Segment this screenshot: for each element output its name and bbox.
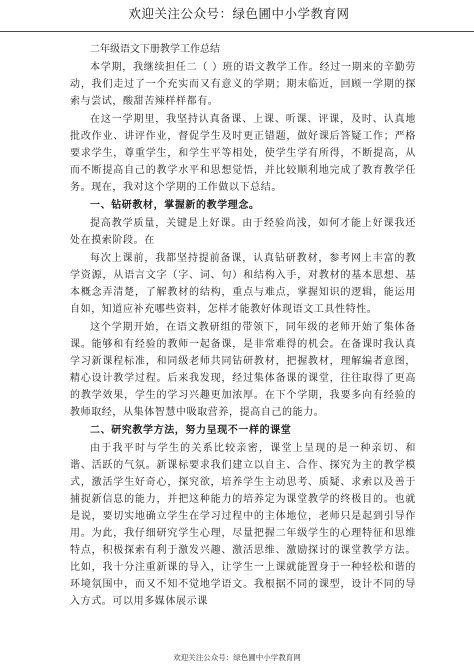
page-header: 欢迎关注公众号：绿色圃中小学教育网 bbox=[128, 6, 350, 21]
section-heading-2: 二、研究教学方法，努力呈现不一样的课堂 bbox=[90, 425, 292, 436]
paragraph-teaching-methods: 由于我平时与学生的关系比较亲密，课堂上呈现的是一种亲切、和谐、活跃的气氛。新课标要求我们建立以自主、合作、探究为主的教学模式，激活学生好奇心，探究欲，培养学生主动思考、质疑、求索以及善于捕捉新信息的能力，并把这种能力的培养定为课堂教学的终极目的。也就是说，要切实地确立学生在学习过程中的主体地位，老师只是起到引导作用。为此，我仔细研究学生心理，尽量把握二年级学生的心理特征和思维特点，积极探索有利于激发兴趣、激活思维、激励探讨的课堂教学方法。比如，我十分注重新课的导入，让学生一上课就能置身于一种轻松和谐的环境氛围中，而又不知不觉地学语文。我根据不同的课型，设计不同的导入方式。可以用多媒体展示课 bbox=[70, 443, 416, 607]
header-divider bbox=[0, 31, 474, 32]
page-footer: 欢迎关注公众号：绿色圃中小学教育网 bbox=[173, 653, 301, 662]
document-body bbox=[70, 41, 416, 610]
paragraph-group-planning: 这个学期开始，在语文教研组的带领下，同年级的老师开始了集体备课。能够和有经验的教师一起备课，是非常难得的机会。在备课时我认真学习新课程标准，和同级老师共同钻研教材，把握教材，理解编者意图，精心设计教学过程。后来我发现，经过集体备课的课堂，往往取得了更高的教学效果，学生的学习兴趣更加浓厚。在下个学期，我要多向有经验的教师取经，从集体智慧中吸取营养，提高自己的能力。 bbox=[70, 322, 416, 418]
paragraph-overview: 在这一学期里，我坚持认真备课、上课、听课、评课，及时、认真地批改作业、讲评作业，督促学生及时更正错题，做好课后答疑工作；严格要求学生，尊重学生，和学生平等相处，使学生学有所得，不断提高，从而不断提高自己的教学水平和思想觉悟，并比较顺利地完成了教育教学任务。现在，我对这个学期的工作做以下总结。 bbox=[70, 114, 416, 193]
section-heading-1: 一、钻研教材，掌握新的教学理念。 bbox=[90, 200, 260, 211]
paragraph-lesson-prep: 每次上课前，我都坚持提前备课，认真钻研教材，参考网上丰富的教学资源，从语言文字（字、词、句）和结构入手，对教材的基本思想、基本概念弄清楚，了解教材的结构，重点与难点，掌握知识的逻辑，能运用自如，知道应补充哪些资料，怎样才能教好体现语文工具性特性。 bbox=[70, 253, 416, 315]
paragraph-lesson-quality: 提高教学质量，关键是上好课。由于经验尚浅，如何才能上好课我还处在摸索阶段。在 bbox=[70, 218, 416, 246]
paragraph-intro: 本学期，我继续担任二（ ）班的语文教学工作。经过一期来的辛勤劳动，我们走过了一个充实而又有意义的学期；期末临近，回顾一学期的探索与尝试，酸甜苦辣样样都有。 bbox=[70, 62, 416, 107]
document-title: 二年级语文下册教学工作总结 bbox=[90, 44, 220, 55]
